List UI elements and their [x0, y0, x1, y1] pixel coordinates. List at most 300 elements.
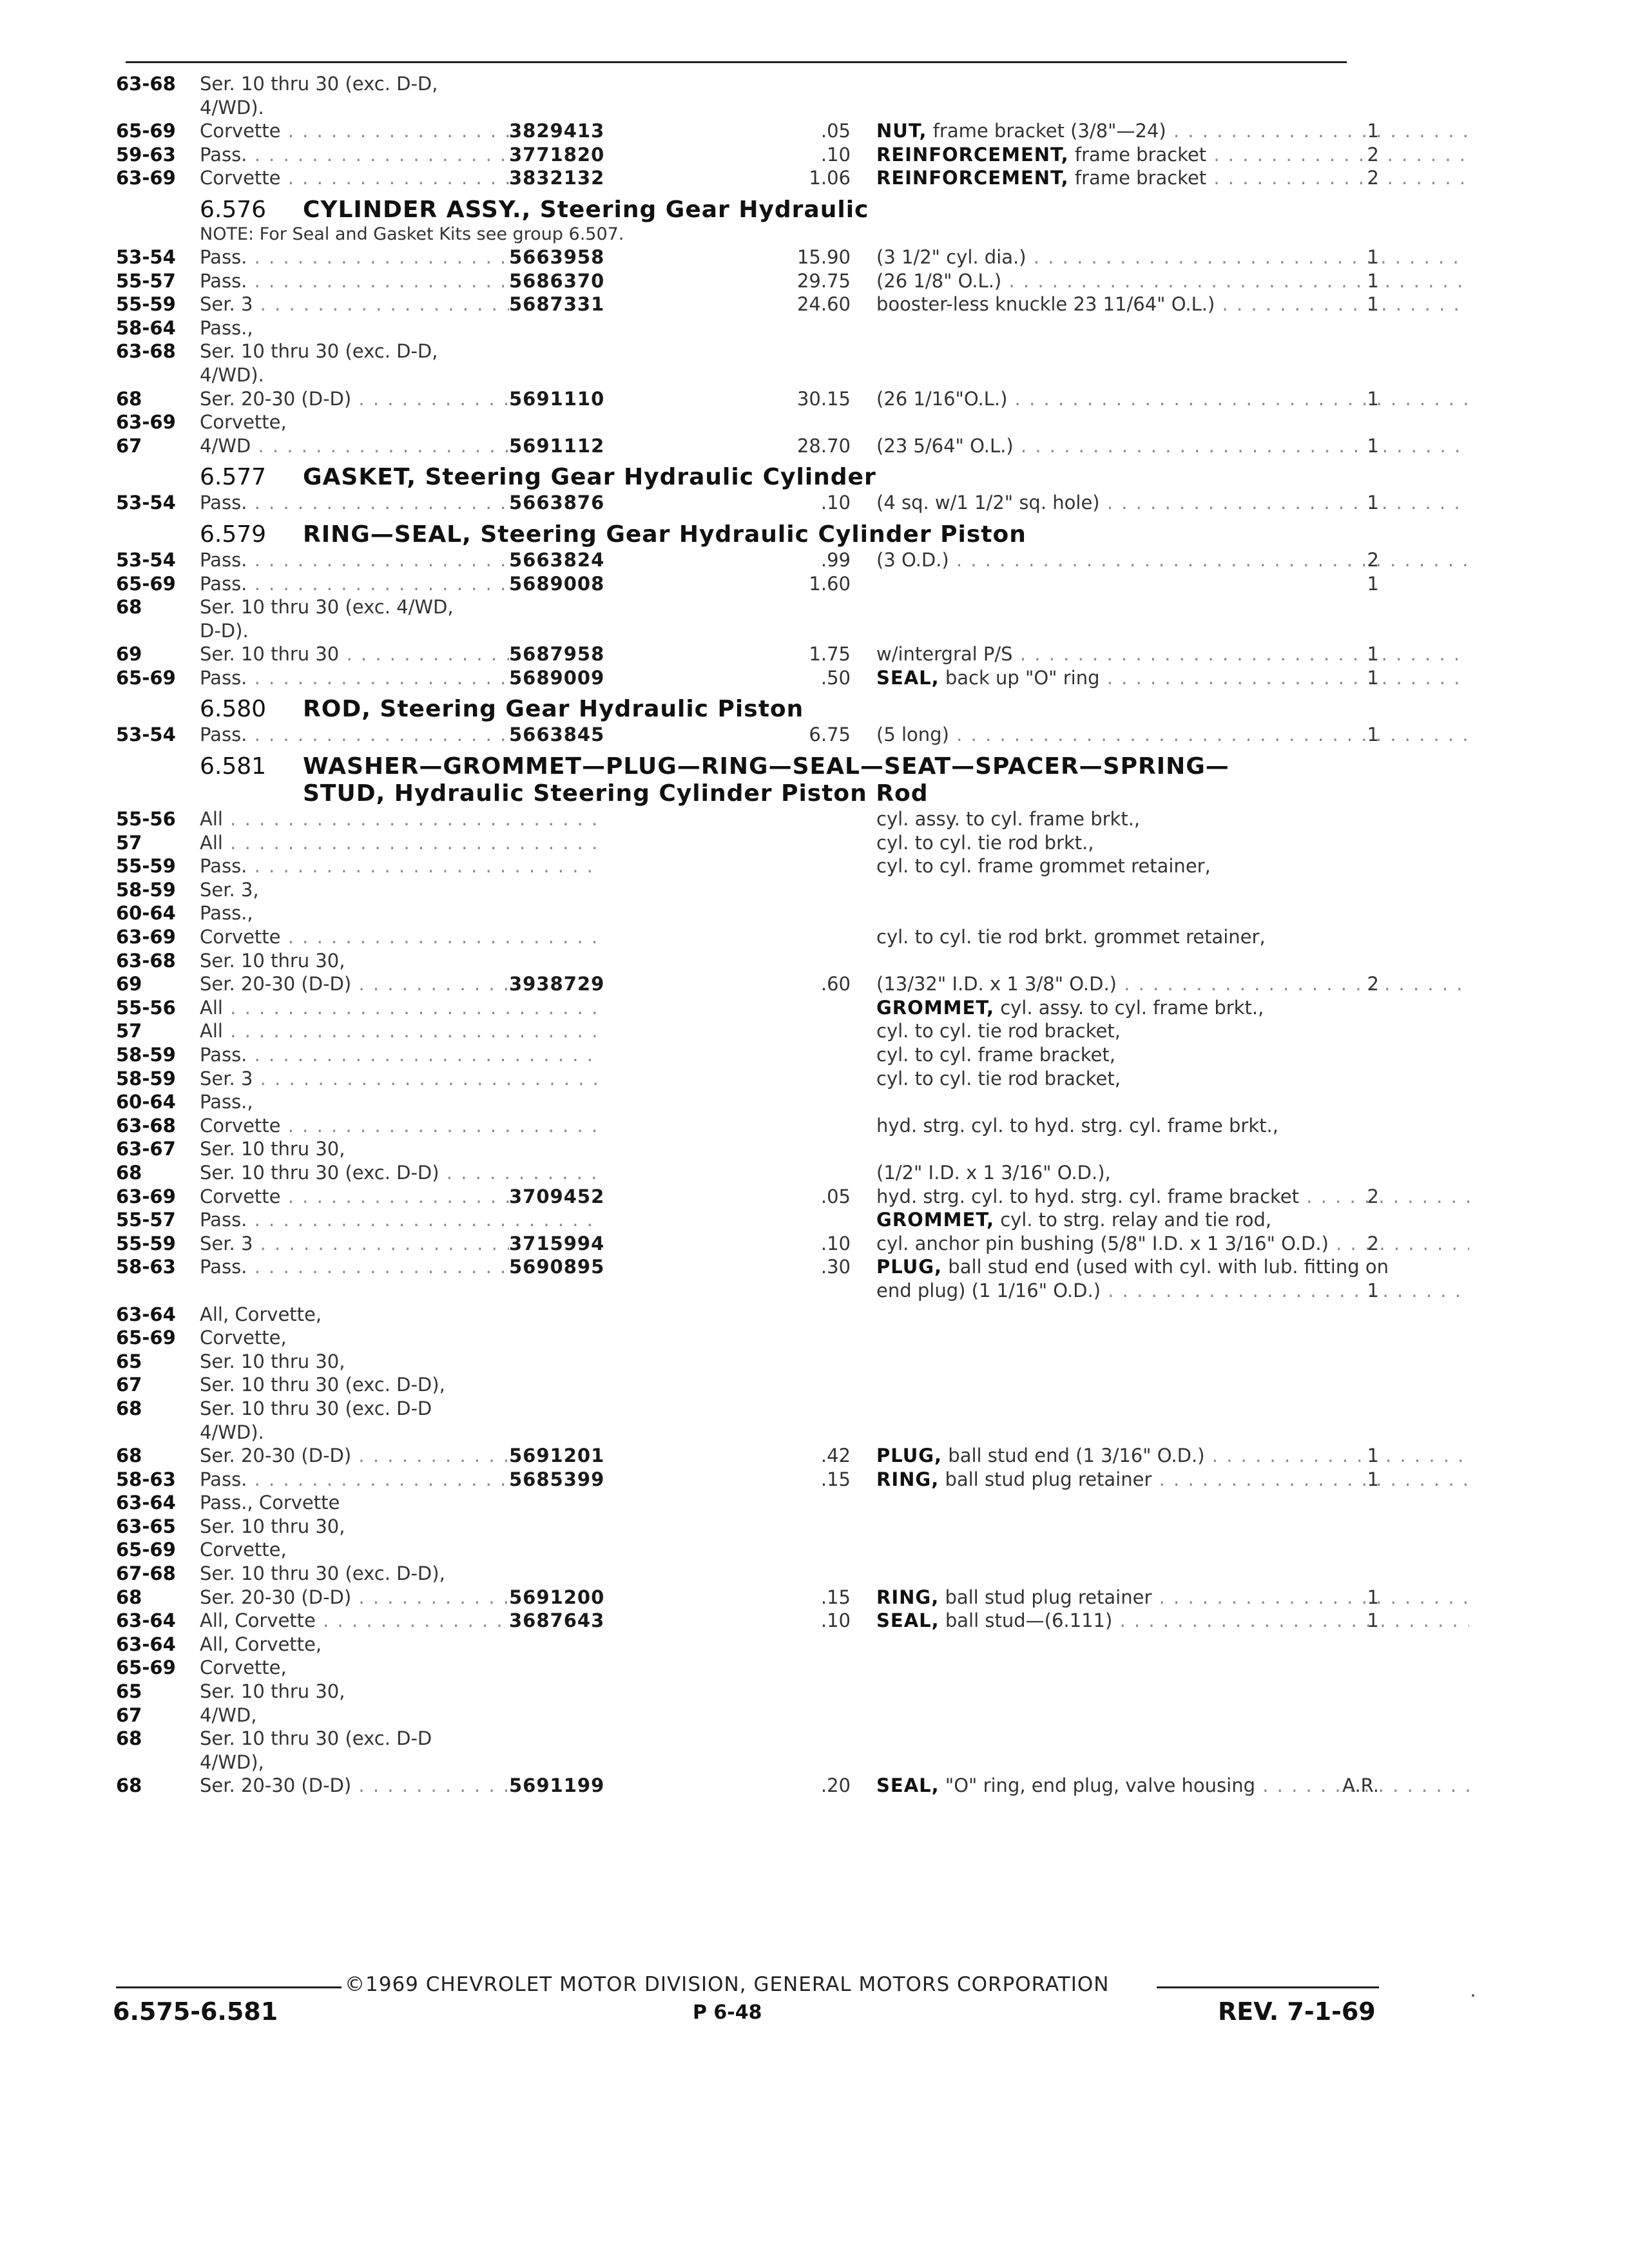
part-name: REINFORCEMENT,	[876, 143, 1069, 166]
catalog-row	[116, 72, 1398, 96]
list-price: 29.75	[796, 269, 851, 292]
part-number: 3687643	[509, 1609, 610, 1633]
quantity: 2	[1367, 973, 1379, 995]
section-number: 6.577	[200, 464, 267, 491]
catalog-row	[116, 878, 1398, 902]
application: Ser. 10 thru 30 (exc. D-D	[200, 1727, 432, 1750]
model-years: 68	[116, 1397, 142, 1419]
quantity: 2	[1367, 143, 1379, 166]
application: Ser. 20-30 (D-D) . . .	[200, 387, 599, 411]
application: All . . .	[200, 1019, 599, 1043]
description	[876, 269, 1469, 293]
catalog-row	[116, 1609, 1398, 1633]
model-years: 58-63	[116, 1468, 176, 1490]
catalog-row	[116, 410, 1398, 434]
model-years: 63-69	[116, 926, 176, 948]
continued-entries	[116, 72, 1398, 190]
application: Pass. . . .	[200, 1043, 599, 1067]
catalog-row	[116, 434, 1398, 458]
description-text: ball stud end (1 3/16" O.D.)	[948, 1445, 1205, 1467]
description	[876, 434, 1469, 458]
list-price: 24.60	[796, 293, 851, 316]
catalog-row	[116, 1350, 1398, 1374]
section-6-576-header	[116, 197, 1398, 224]
catalog-row	[116, 1161, 1398, 1185]
part-number: 5691110	[509, 387, 610, 411]
application: All . . .	[200, 996, 599, 1020]
description	[876, 1444, 1469, 1468]
quantity: 2	[1367, 548, 1379, 571]
model-years: 63-68	[116, 1114, 176, 1137]
model-years: 68	[116, 1161, 142, 1184]
part-name: REINFORCEMENT,	[876, 167, 1069, 189]
list-price: 1.60	[809, 572, 851, 595]
application: Ser. 3 . . .	[200, 1232, 599, 1256]
list-price: 1.06	[809, 167, 851, 189]
catalog-row	[116, 996, 1398, 1020]
part-number: 5689009	[509, 666, 610, 690]
description	[876, 666, 1469, 690]
model-years: 53-54	[116, 492, 176, 514]
part-number: 5687958	[509, 642, 610, 666]
quantity: A.R.	[1342, 1774, 1379, 1797]
part-number: 5691112	[509, 434, 610, 458]
application: 4/WD).	[200, 96, 264, 119]
list-price: .05	[820, 1185, 851, 1207]
list-price: .50	[820, 666, 851, 689]
part-number: 5663876	[509, 491, 610, 515]
catalog-row	[116, 1444, 1398, 1468]
catalog-row	[116, 1680, 1398, 1704]
part-name: GROMMET,	[876, 996, 994, 1019]
description-text: booster-less knuckle 23 11/64" O.L.)	[876, 293, 1215, 316]
description	[876, 1609, 1469, 1633]
catalog-row	[116, 1727, 1398, 1751]
part-number: 5687331	[509, 293, 610, 316]
application: 4/WD),	[200, 1751, 264, 1773]
model-years: 65	[116, 1350, 142, 1372]
description-text: cyl. to cyl. tie rod brkt. grommet retainer,	[876, 926, 1266, 948]
part-number: 5663824	[509, 548, 610, 572]
model-years: 60-64	[116, 1091, 176, 1113]
model-years: 67-68	[116, 1562, 176, 1585]
part-name: RING,	[876, 1468, 940, 1490]
catalog-row	[116, 245, 1398, 269]
catalog-row	[116, 548, 1398, 572]
list-price: .10	[820, 143, 851, 166]
catalog-row	[116, 1137, 1398, 1161]
description	[876, 723, 1469, 747]
application: Ser. 20-30 (D-D) . . .	[200, 1444, 599, 1468]
application: Pass. . . .	[200, 548, 599, 572]
catalog-row	[116, 666, 1398, 690]
application: Pass., Corvette	[200, 1492, 340, 1514]
catalog-row	[116, 340, 1398, 363]
description	[876, 1774, 1469, 1798]
model-years: 63-64	[116, 1492, 176, 1514]
part-number: 5690895	[509, 1255, 610, 1279]
catalog-row	[116, 723, 1398, 747]
model-years: 63-64	[116, 1303, 176, 1325]
catalog-row	[116, 293, 1398, 316]
application: Pass. . . .	[200, 1208, 599, 1232]
quantity: 1	[1367, 1279, 1379, 1302]
description-text: w/intergral P/S	[876, 643, 1013, 666]
part-name: SEAL,	[876, 666, 940, 689]
description-text: (5 long)	[876, 724, 949, 746]
catalog-row	[116, 572, 1398, 596]
catalog-row	[116, 1468, 1398, 1492]
part-number: 5663845	[509, 723, 610, 747]
catalog-row	[116, 1421, 1398, 1445]
part-number: 3771820	[509, 143, 610, 167]
description-text: frame bracket (3/8"—24)	[932, 120, 1166, 142]
description-text: frame bracket	[1074, 167, 1207, 189]
description-text: cyl. to cyl. tie rod bracket,	[876, 1067, 1121, 1090]
scan-speck	[1472, 1994, 1474, 1997]
model-years: 69	[116, 973, 142, 995]
description-text: (26 1/8" O.L.)	[876, 269, 1002, 292]
part-name: NUT,	[876, 120, 927, 142]
list-price: 1.75	[809, 643, 851, 666]
list-price: .10	[820, 1610, 851, 1632]
group-range: 6.575-6.581	[113, 1997, 278, 2026]
catalog-row	[116, 1185, 1398, 1209]
catalog-row	[116, 949, 1398, 973]
model-years: 65-69	[116, 1657, 176, 1679]
catalog-row	[116, 1704, 1398, 1727]
part-name: SEAL,	[876, 1610, 940, 1632]
quantity: 1	[1367, 666, 1379, 689]
catalog-row	[116, 1373, 1398, 1397]
model-years: 55-59	[116, 293, 176, 316]
section-6-581-entries	[116, 807, 1398, 1798]
application: Ser. 10 thru 30 (exc. D-D,	[200, 340, 438, 363]
application: Corvette . . .	[200, 1114, 599, 1138]
list-price: .05	[820, 120, 851, 142]
model-years: 67	[116, 1374, 142, 1396]
application: Pass.,	[200, 902, 253, 925]
quantity: 2	[1367, 1232, 1379, 1254]
application: Ser. 10 thru 30,	[200, 1680, 345, 1703]
application: Ser. 10 thru 30 (exc. D-D) . . .	[200, 1161, 599, 1185]
description	[876, 548, 1469, 572]
part-number: 5686370	[509, 269, 610, 293]
model-years: 65-69	[116, 666, 176, 689]
description-text: (4 sq. w/1 1/2" sq. hole)	[876, 492, 1100, 514]
model-years: 65-69	[116, 120, 176, 142]
model-years: 68	[116, 387, 142, 410]
catalog-row	[116, 1751, 1398, 1774]
part-number: 3938729	[509, 972, 610, 996]
application: Ser. 10 thru 30,	[200, 949, 345, 972]
catalog-row	[116, 807, 1398, 831]
description-text: (3 1/2" cyl. dia.)	[876, 245, 1027, 268]
quantity: 1	[1367, 269, 1379, 292]
quantity: 1	[1367, 1586, 1379, 1608]
model-years: 67	[116, 1704, 142, 1726]
application: Ser. 10 thru 30 (exc. D-D,	[200, 73, 438, 95]
model-years: 55-59	[116, 1232, 176, 1254]
part-number: 3709452	[509, 1185, 610, 1209]
description	[876, 1161, 1469, 1185]
description-text: ball stud plug retainer	[945, 1586, 1152, 1608]
quantity: 1	[1367, 724, 1379, 746]
catalog-row	[116, 166, 1398, 190]
application: Corvette . . .	[200, 166, 599, 190]
part-name: PLUG,	[876, 1445, 943, 1467]
part-number: 5685399	[509, 1468, 610, 1492]
catalog-row	[116, 143, 1398, 167]
application: Pass. . . .	[200, 666, 599, 690]
description-text: ball stud end (used with cyl. with lub. fitting on	[948, 1256, 1389, 1278]
model-years: 53-54	[116, 724, 176, 746]
catalog-row	[116, 387, 1398, 411]
description-text: cyl. anchor pin bushing (5/8" I.D. x 1 3/16" O.D.)	[876, 1232, 1329, 1254]
application: D-D).	[200, 619, 249, 642]
description	[876, 387, 1469, 411]
quantity: 2	[1367, 1185, 1379, 1207]
catalog-row	[116, 972, 1398, 996]
part-name: RING,	[876, 1586, 940, 1608]
catalog-row	[116, 1491, 1398, 1515]
application: 4/WD).	[200, 363, 264, 386]
catalog-row	[116, 119, 1398, 143]
description-text: cyl. assy. to cyl. frame brkt.,	[1000, 996, 1264, 1019]
section-note: NOTE: For Seal and Gasket Kits see group 6.507.	[200, 224, 624, 244]
catalog-row	[116, 595, 1398, 619]
application: Corvette,	[200, 1657, 287, 1679]
application: 4/WD . . .	[200, 434, 599, 458]
application: Pass. . . .	[200, 572, 599, 596]
model-years: 68	[116, 1586, 142, 1608]
description-text: "O" ring, end plug, valve housing	[945, 1774, 1255, 1797]
catalog-row	[116, 854, 1398, 878]
description-text: cyl. to cyl. frame grommet retainer,	[876, 855, 1211, 878]
description	[876, 245, 1469, 269]
top-rule	[126, 61, 1347, 63]
application: Corvette . . .	[200, 1185, 599, 1209]
part-number: 5663958	[509, 245, 610, 269]
description-text: (13/32" I.D. x 1 3/8" O.D.)	[876, 973, 1117, 995]
application: Ser. 10 thru 30 (exc. D-D),	[200, 1374, 445, 1396]
catalog-row	[116, 1397, 1398, 1421]
model-years: 53-54	[116, 548, 176, 571]
model-years: 63-69	[116, 411, 176, 434]
section-number: 6.579	[200, 521, 267, 548]
description-text: back up "O" ring	[945, 666, 1100, 689]
section-title: GASKET, Steering Gear Hydraulic Cylinder	[303, 464, 876, 491]
section-6-577-header	[116, 464, 1398, 491]
copyright-notice: ©1969 CHEVROLET MOTOR DIVISION, GENERAL MOTORS CORPORATION	[345, 1973, 1110, 1996]
application: Ser. 10 thru 30 (exc. D-D	[200, 1397, 432, 1419]
section-6-576-entries	[116, 245, 1398, 457]
catalog-row	[116, 925, 1398, 949]
model-years: 53-54	[116, 245, 176, 268]
description-text: cyl. to cyl. tie rod brkt.,	[876, 831, 1094, 854]
catalog-row	[116, 1114, 1398, 1138]
description	[876, 996, 1469, 1020]
model-years: 55-56	[116, 996, 176, 1019]
list-price: .15	[820, 1586, 851, 1608]
application: Corvette,	[200, 1539, 287, 1561]
application: Pass. . . .	[200, 1468, 599, 1492]
model-years: 55-56	[116, 808, 176, 831]
model-years: 63-64	[116, 1633, 176, 1655]
model-years: 57	[116, 1020, 142, 1043]
model-years: 68	[116, 1727, 142, 1750]
description	[876, 143, 1469, 167]
part-number: 3715994	[509, 1232, 610, 1256]
catalog-row	[116, 1633, 1398, 1657]
catalog-row	[116, 901, 1398, 925]
catalog-row	[116, 1067, 1398, 1091]
section-6-581-header	[116, 753, 1398, 807]
application: Ser. 10 thru 30,	[200, 1138, 345, 1160]
section-number: 6.576	[200, 196, 267, 223]
section-6-579-header	[116, 521, 1398, 548]
quantity: 1	[1367, 492, 1379, 514]
model-years: 65-69	[116, 572, 176, 595]
description	[876, 1019, 1469, 1043]
catalog-row	[116, 642, 1398, 666]
quantity: 1	[1367, 1610, 1379, 1632]
application: All, Corvette,	[200, 1633, 322, 1655]
list-price: 15.90	[796, 245, 851, 268]
description-text: (26 1/16"O.L.)	[876, 387, 1008, 410]
footer-rule	[116, 1986, 342, 1988]
section-6-577-entries	[116, 491, 1398, 515]
catalog-row	[116, 491, 1398, 515]
catalog-row	[116, 619, 1398, 643]
application: Pass. . . .	[200, 269, 599, 293]
application: Ser. 10 thru 30,	[200, 1350, 345, 1372]
section-title: CYLINDER ASSY., Steering Gear Hydraulic	[303, 196, 869, 223]
description	[876, 1255, 1469, 1279]
model-years: 63-68	[116, 949, 176, 972]
catalog-row	[116, 1515, 1398, 1539]
description	[876, 1043, 1469, 1067]
application: Ser. 3 . . .	[200, 293, 599, 316]
list-price: .99	[820, 548, 851, 571]
model-years: 58-59	[116, 1067, 176, 1090]
description	[876, 642, 1469, 666]
quantity: 1	[1367, 120, 1379, 142]
model-years: 63-69	[116, 167, 176, 189]
part-number: 5691201	[509, 1444, 610, 1468]
part-name: SEAL,	[876, 1774, 940, 1797]
catalog-row	[116, 1232, 1398, 1256]
description	[876, 1232, 1469, 1256]
catalog-row	[116, 269, 1398, 293]
section-title: WASHER—GROMMET—PLUG—RING—SEAL—SEAT—SPACER—SPRING—	[303, 753, 1229, 780]
application: Corvette . . .	[200, 925, 599, 949]
description-text: hyd. strg. cyl. to hyd. strg. cyl. frame bracket	[876, 1185, 1300, 1207]
quantity: 1	[1367, 293, 1379, 316]
model-years: 58-63	[116, 1256, 176, 1278]
parts-listing	[116, 72, 1398, 1798]
list-price: .20	[820, 1774, 851, 1797]
quantity: 1	[1367, 387, 1379, 410]
section-title-continued: STUD, Hydraulic Steering Cylinder Piston Rod	[303, 780, 929, 807]
description-text: cyl. to strg. relay and tie rod,	[1000, 1209, 1272, 1231]
list-price: 28.70	[796, 434, 851, 457]
application: Ser. 20-30 (D-D) . . .	[200, 1586, 599, 1610]
section-number: 6.581	[200, 753, 267, 780]
section-title: RING—SEAL, Steering Gear Hydraulic Cylinder Piston	[303, 521, 1027, 548]
model-years: 59-63	[116, 143, 176, 166]
catalog-row	[116, 1043, 1398, 1067]
catalog-row	[116, 831, 1398, 855]
description-text: (23 5/64" O.L.)	[876, 434, 1014, 457]
catalog-row	[116, 316, 1398, 340]
application: All, Corvette,	[200, 1303, 322, 1325]
model-years: 69	[116, 643, 142, 666]
list-price: 30.15	[796, 387, 851, 410]
catalog-row	[116, 1562, 1398, 1586]
description-text: cyl. to cyl. frame bracket,	[876, 1044, 1115, 1066]
model-years: 68	[116, 596, 142, 619]
description	[876, 1185, 1469, 1209]
quantity: 1	[1367, 643, 1379, 666]
description	[876, 1114, 1469, 1138]
application: All, Corvette . . .	[200, 1609, 599, 1633]
catalog-row	[116, 96, 1398, 120]
catalog-row	[116, 1279, 1398, 1303]
catalog-row	[116, 1586, 1398, 1610]
part-name: GROMMET,	[876, 1209, 994, 1231]
application: Pass. . . .	[200, 1255, 599, 1279]
description	[876, 293, 1469, 316]
catalog-row	[116, 1090, 1398, 1114]
part-number: 5691200	[509, 1586, 610, 1610]
catalog-row	[116, 1303, 1398, 1327]
catalog-row	[116, 1656, 1398, 1680]
quantity: 2	[1367, 167, 1379, 189]
application: 4/WD).	[200, 1421, 264, 1443]
list-price: .60	[820, 973, 851, 995]
application: Pass. . . .	[200, 245, 599, 269]
model-years: 58-64	[116, 316, 176, 339]
application: Pass. . . .	[200, 491, 599, 515]
application: 4/WD,	[200, 1704, 257, 1726]
application: All . . .	[200, 831, 599, 855]
catalog-row	[116, 1255, 1398, 1279]
description-text: frame bracket	[1074, 143, 1207, 166]
description	[876, 925, 1469, 949]
description	[876, 1586, 1469, 1610]
description	[876, 119, 1469, 143]
application: Pass.,	[200, 1091, 253, 1113]
part-number: 5691199	[509, 1774, 610, 1798]
section-6-580-header	[116, 696, 1398, 723]
catalog-row	[116, 1326, 1398, 1350]
description-text: cyl. to cyl. tie rod bracket,	[876, 1020, 1121, 1043]
description-text: (1/2" I.D. x 1 3/16" O.D.),	[876, 1161, 1111, 1184]
part-number: 3829413	[509, 119, 610, 143]
application: Ser. 10 thru 30 (exc. 4/WD,	[200, 596, 454, 619]
quantity: 1	[1367, 1468, 1379, 1490]
model-years: 68	[116, 1774, 142, 1797]
section-6-579-entries	[116, 548, 1398, 690]
description	[876, 1208, 1469, 1232]
catalog-row	[116, 1208, 1398, 1232]
application: Ser. 10 thru 30 . . .	[200, 642, 599, 666]
revision-date: REV. 7-1-69	[1218, 1997, 1376, 2026]
quantity: 1	[1367, 434, 1379, 457]
list-price: .30	[820, 1256, 851, 1278]
application: Pass. . . .	[200, 854, 599, 878]
